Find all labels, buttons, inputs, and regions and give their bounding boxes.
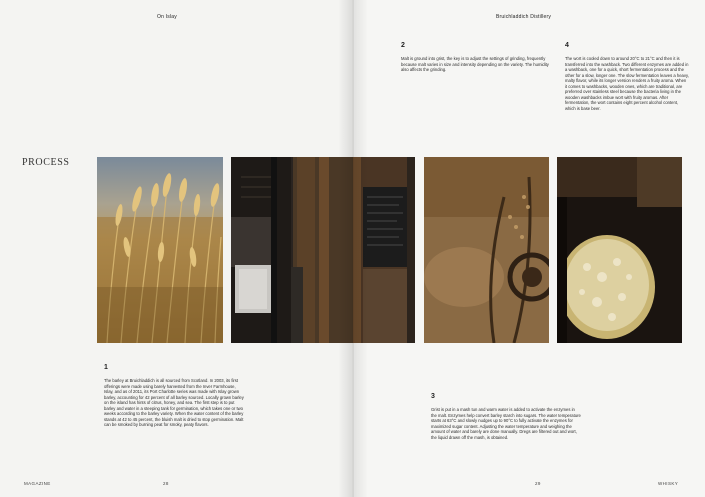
step-1-text: The barley at Bruichladdich is all sourced from Scotland. In 2003, its first offerings were made using barely harvested from the Inver Farmhouse, Islay, and as of 2011, its Port Charlotte series was made with Islay grown barley, accounting for 42 percent of all barley sourced. Locally grown barley on the island has hints of citrus, honey, and sea. The first step is to put barley and water in a steeping tank for germination, which takes one or two weeks according to the barley variety. When the water content of the barley stands at 42 to 45 percent, the bluish malt is dried to stop germination. Malt can be smoked by burning peat for smoky, peaty flavors. [104,378,244,427]
step-1-number: 1 [104,364,108,371]
step-2-text: Malt is ground into grist, the key is to adjust the settings of grinding, frequently because malt varies in size and intensity depending on the variety. The humidity also affects the grinding. [401,56,549,72]
distillery-interior-photo [231,157,353,343]
section-title: PROCESS [22,157,70,168]
folio-label-right: WHISKY [658,481,679,486]
step-3-text: Grist is put in a mash tun and warm water is added to activate the enzymes in the malt. Enzymes help convert barley starch into sugars. The water temperature starts at 63°C and slowly nudges up to 90°C to fully activate the enzymes for maximized sugar content. Adjusting the water temperature and weighing the amount of water and barely are done manually. Dregs are filtered out and wort, the liquid drawn off the mash, is obtained. [431,407,581,440]
mash-tun-photo [424,157,549,343]
folio-number-left: 28 [163,481,169,486]
running-head-left: On Islay [157,14,177,20]
right-page [353,0,705,497]
step-4-number: 4 [565,42,569,49]
barley-photo [97,157,223,343]
step-4-text: The wort is cooled down to around 20°C to 21°C and then it is transferred into the washback. Two different enzymes are added in a washback, one for a quick, short fermentation process and the other for a slow, longer one. The slow fermentation leaves a heavy, malty flavor, while its longer version renders a fruity aroma. When it comes to washbacks, wooden ones, which are traditional, are preferred over stainless steel because the bacteria living in the wooden washbacks imbue wort with fruity aromas. After fermentation, the wort contains eight percent alcohol content, which is base beer. [565,56,689,111]
step-3-number: 3 [431,393,435,400]
washback-photo [557,157,682,343]
step-2-number: 2 [401,42,405,49]
running-head-right: Bruichladdich Distillery [496,14,552,20]
folio-label-left: MAGAZINE [24,481,51,486]
chalkboard-photo [353,157,415,343]
folio-number-right: 29 [535,481,541,486]
